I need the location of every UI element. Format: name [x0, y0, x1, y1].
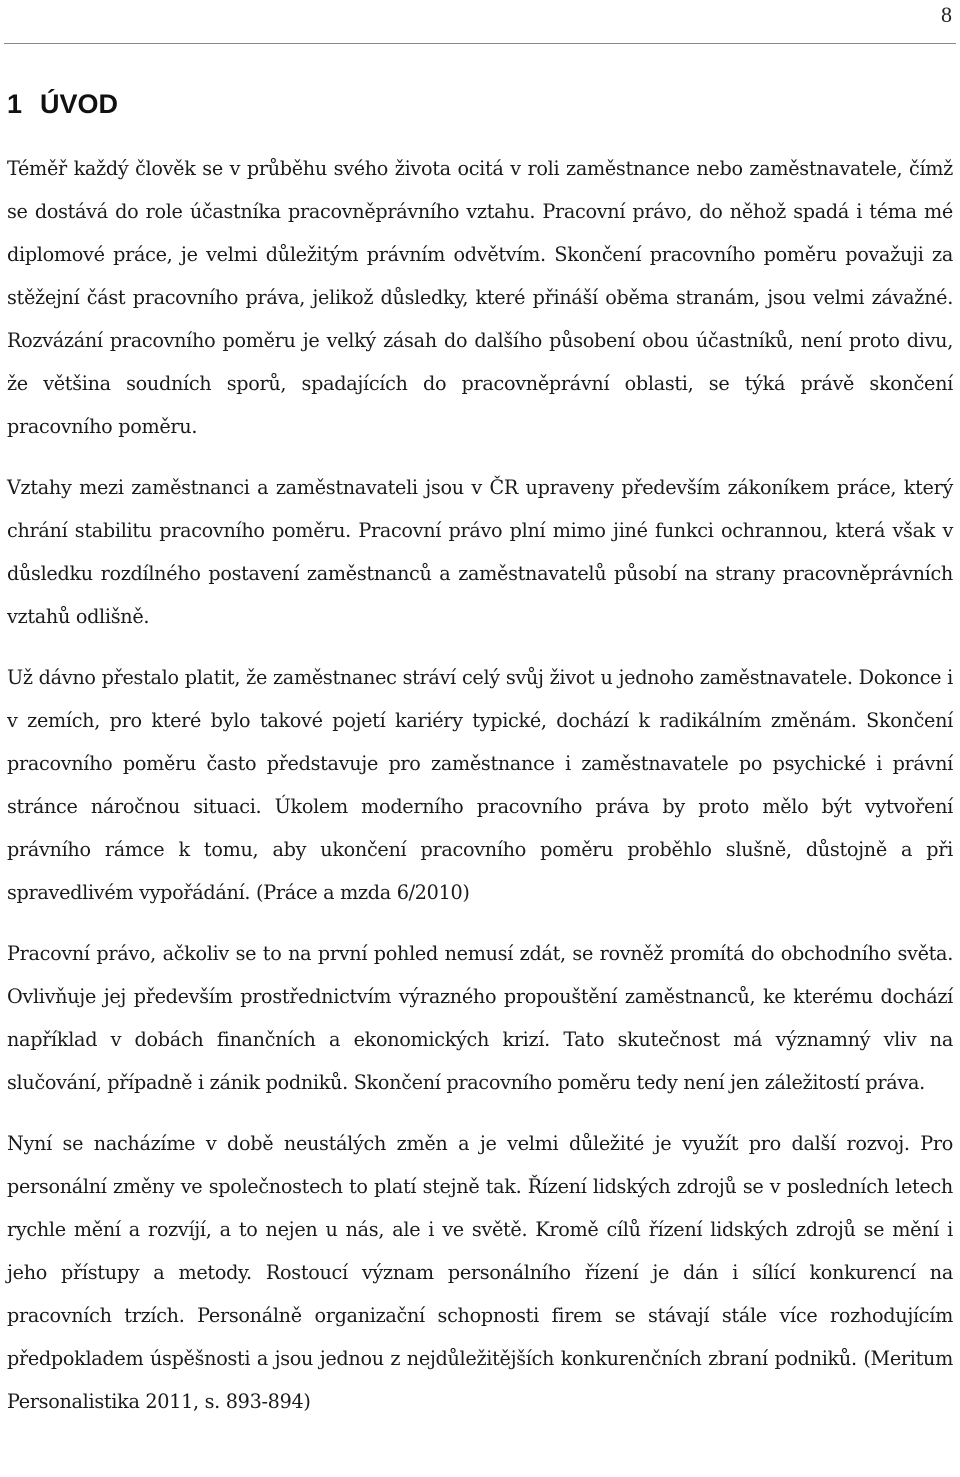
- paragraph: Už dávno přestalo platit, že zaměstnanec stráví celý svůj život u jednoho zaměstnavatele. Dokonce i v zemích, pro které bylo takové pojetí kariéry typické, dochází k radikálním změnám. Skončení pracovního poměru často představuje pro zaměstnance i zaměstnavatele po psychické i právní stránce náročnou situaci. Úkolem moderního pracovního práva by proto mělo být vytvoření právního rámce k tomu, aby ukončení pracovního poměru proběhlo slušně, důstojně a při spravedlivém vypořádání. (Práce a mzda 6/2010): [7, 666, 953, 904]
- chapter-heading: [7, 78, 953, 130]
- document-body: [7, 78, 953, 1441]
- paragraph: Pracovní právo, ačkoliv se to na první pohled nemusí zdát, se rovněž promítá do obchodního světa. Ovlivňuje jej především prostřednictvím výrazného propouštění zaměstnanců, ke kterému dochází například v dobách finančních a ekonomických krizí. Tato skutečnost má významný vliv na slučování, případně i zánik podniků. Skončení pracovního poměru tedy není jen záležitostí práva.: [7, 942, 953, 1094]
- chapter-title: ÚVOD: [40, 89, 119, 119]
- paragraph: Vztahy mezi zaměstnanci a zaměstnavateli jsou v ČR upraveny především zákoníkem práce, který chrání stabilitu pracovního poměru. Pracovní právo plní mimo jiné funkci ochrannou, která však v důsledku rozdílného postavení zaměstnanců a zaměstnavatelů působí na strany pracovněprávních vztahů odlišně.: [7, 476, 953, 628]
- paragraph: Téměř každý člověk se v průběhu svého života ocitá v roli zaměstnance nebo zaměstnavatele, čímž se dostává do role účastníka pracovněprávního vztahu. Pracovní právo, do něhož spadá i téma mé diplomové práce, je velmi důležitým právním odvětvím. Skončení pracovního poměru považuji za stěžejní část pracovního práva, jelikož důsledky, které přináší oběma stranám, jsou velmi závažné. Rozvázání pracovního poměru je velký zásah do dalšího působení obou účastníků, není proto divu, že většina soudních sporů, spadajících do pracovněprávní oblasti, se týká právě skončení pracovního poměru.: [7, 157, 953, 438]
- page-number: 8: [941, 2, 952, 27]
- header-rule: [4, 43, 956, 44]
- chapter-number: 1: [7, 89, 23, 119]
- paragraph: Nyní se nacházíme v době neustálých změn a je velmi důležité je využít pro další rozvoj. Pro personální změny ve společnostech to platí stejně tak. Řízení lidských zdrojů se v posledních letech rychle mění a rozvíjí, a to nejen u nás, ale i ve světě. Kromě cílů řízení lidských zdrojů se mění i jeho přístupy a metody. Rostoucí význam personálního řízení je dán i sílící konkurencí na pracovních trzích. Personálně organizační schopnosti firem se stávají stále více rozhodujícím předpokladem úspěšnosti a jsou jednou z nejdůležitějších konkurenčních zbraní podniků. (Meritum Personalistika 2011, s. 893-894): [7, 1132, 953, 1413]
